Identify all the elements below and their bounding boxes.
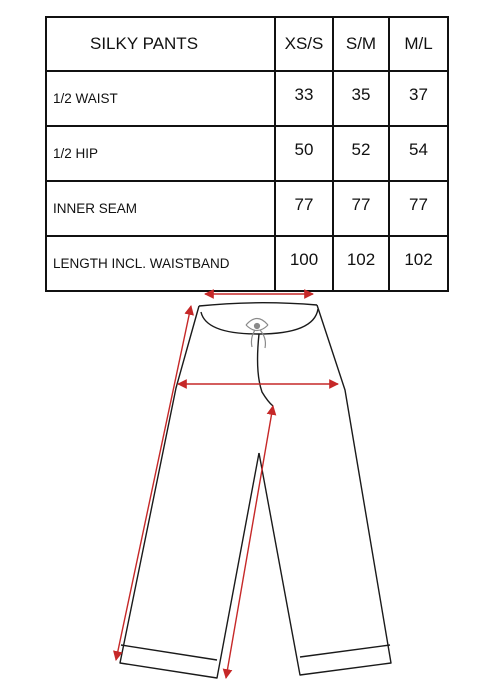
row-label: 1/2 WAIST bbox=[46, 71, 275, 126]
value-cell: 33 bbox=[275, 71, 333, 126]
row-label: LENGTH INCL. WAISTBAND bbox=[46, 236, 275, 291]
waistband-top bbox=[199, 303, 317, 306]
size-column-s-m: S/M bbox=[333, 17, 389, 71]
table-row-half-hip bbox=[46, 126, 448, 181]
value-cell: 100 bbox=[275, 236, 333, 291]
right-hem-line bbox=[300, 645, 390, 657]
value-cell: 35 bbox=[333, 71, 389, 126]
row-label: 1/2 HIP bbox=[46, 126, 275, 181]
value-cell: 77 bbox=[275, 181, 333, 236]
measurement-arrows bbox=[116, 294, 338, 678]
size-column-xs-s: XS/S bbox=[275, 17, 333, 71]
left-hem-line bbox=[121, 645, 217, 660]
table-header-row bbox=[46, 17, 448, 71]
value-cell: 37 bbox=[389, 71, 448, 126]
size-chart-table bbox=[45, 16, 449, 292]
table-row-half-waist bbox=[46, 71, 448, 126]
value-cell: 77 bbox=[333, 181, 389, 236]
value-cell: 77 bbox=[389, 181, 448, 236]
pants-measurement-diagram bbox=[0, 270, 493, 694]
value-cell: 102 bbox=[389, 236, 448, 291]
value-cell: 54 bbox=[389, 126, 448, 181]
value-cell: 102 bbox=[333, 236, 389, 291]
table-row-inner-seam bbox=[46, 181, 448, 236]
value-cell: 50 bbox=[275, 126, 333, 181]
right-leg-outline bbox=[259, 305, 391, 675]
value-cell: 52 bbox=[333, 126, 389, 181]
row-label: INNER SEAM bbox=[46, 181, 275, 236]
pants-outline bbox=[120, 303, 391, 678]
inner-seam-measure-arrow bbox=[226, 406, 273, 678]
size-column-m-l: M/L bbox=[389, 17, 448, 71]
length-measure-arrow bbox=[116, 306, 191, 660]
left-leg-outline bbox=[120, 306, 259, 678]
chart-title: SILKY PANTS bbox=[46, 17, 275, 71]
